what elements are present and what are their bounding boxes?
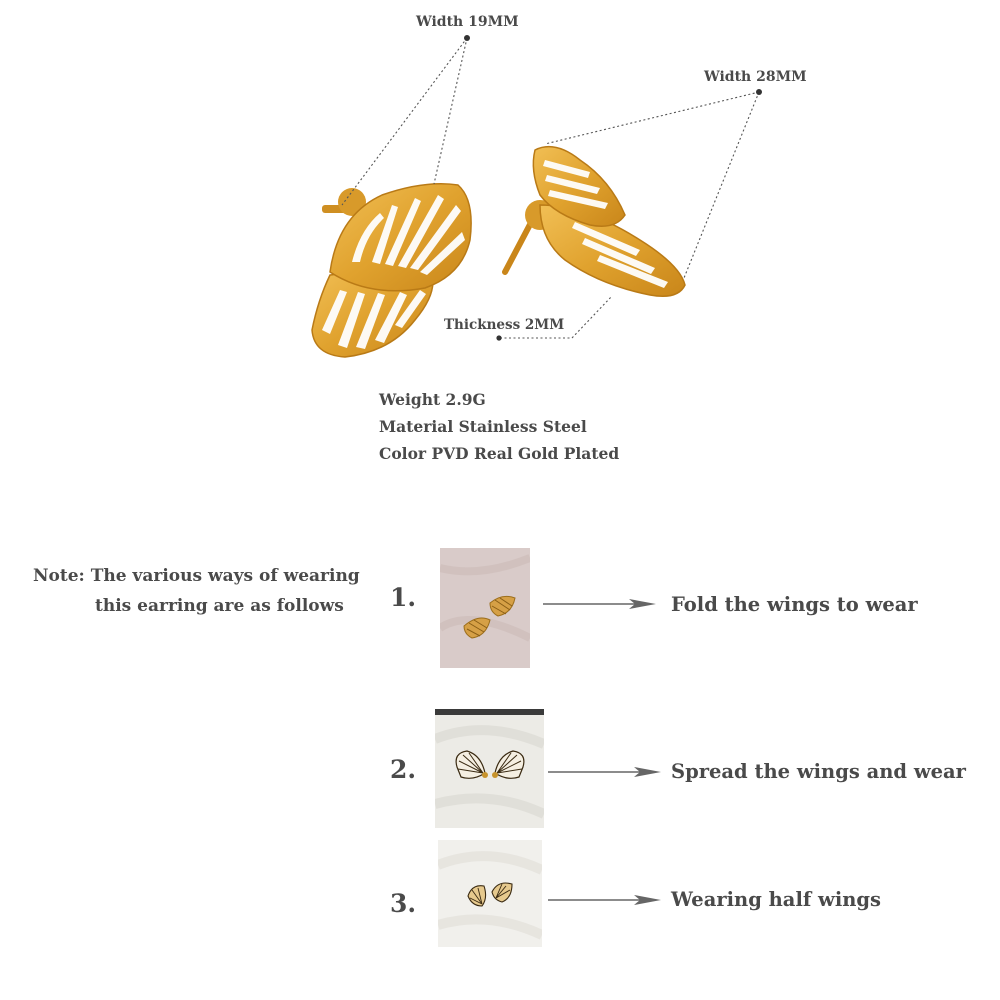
spec-color: Color PVD Real Gold Plated: [379, 444, 620, 463]
step-1-arrow: [543, 596, 658, 612]
step-2-number: 2.: [390, 755, 417, 784]
step-3-description: Wearing half wings: [671, 888, 882, 911]
step-3-arrow: [548, 892, 663, 908]
spec-weight: Weight 2.9G: [379, 390, 486, 409]
spec-list: [379, 386, 619, 467]
width-28mm-label: Width 28MM: [704, 69, 807, 85]
step-1-photo: [440, 548, 530, 668]
step-2-arrow: [548, 764, 663, 780]
step-1-number: 1.: [390, 583, 417, 612]
spec-material: Material Stainless Steel: [379, 417, 587, 436]
width-19mm-label: Width 19MM: [416, 14, 519, 30]
right-earring: [505, 147, 685, 297]
thickness-label: Thickness 2MM: [444, 317, 565, 333]
step-2-description: Spread the wings and wear: [671, 760, 966, 783]
step-3-number: 3.: [390, 889, 417, 918]
step-1-description: Fold the wings to wear: [671, 593, 918, 616]
step-3-photo: [438, 840, 542, 947]
step-2-photo: [435, 709, 544, 828]
note-line-2: this earring are as follows: [95, 596, 344, 616]
note-line-1: Note: The various ways of wearing: [33, 566, 360, 586]
